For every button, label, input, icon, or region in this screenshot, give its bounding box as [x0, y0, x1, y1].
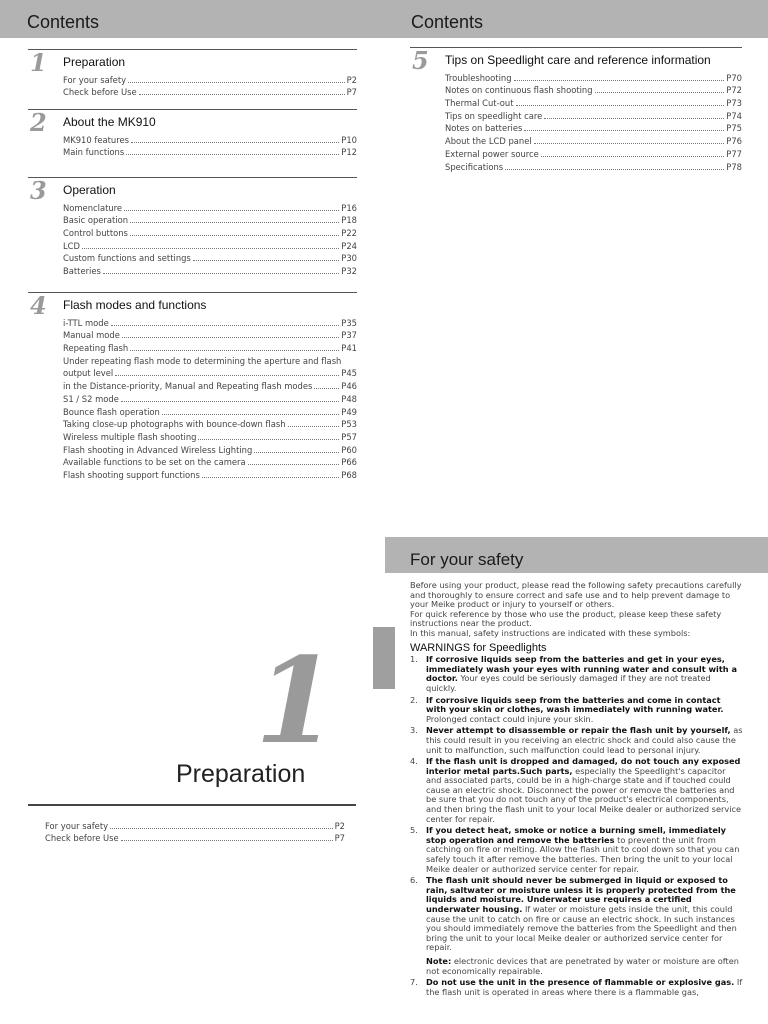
- toc-leader: [126, 154, 339, 155]
- section-number: 5: [412, 46, 429, 75]
- toc-item[interactable]: [63, 315, 357, 328]
- toc-item-page: P45: [341, 368, 357, 379]
- toc-leader: [82, 248, 339, 249]
- toc-item-label: output level: [63, 368, 114, 379]
- toc-item-label: Custom functions and settings: [63, 253, 191, 264]
- chapter-toc-item[interactable]: For your safety P2: [45, 820, 345, 831]
- toc-leader: [314, 388, 339, 389]
- toc-item[interactable]: [63, 132, 357, 145]
- toc-item-page: P53: [341, 419, 357, 430]
- toc-leader: [130, 235, 339, 236]
- toc-item-label: Wireless multiple flash shooting: [63, 431, 197, 442]
- toc-leader: [124, 210, 339, 211]
- toc-leader: [514, 80, 725, 81]
- toc-item-page: P68: [341, 469, 357, 480]
- toc-leader: [544, 118, 724, 119]
- toc-item-label: Notes on batteries: [445, 123, 523, 134]
- toc-item-label: Main functions: [63, 147, 125, 158]
- toc-item-page: P35: [341, 317, 357, 328]
- section-number: 3: [30, 176, 47, 205]
- toc-item[interactable]: [63, 238, 357, 251]
- toc-item-page: P70: [726, 72, 742, 83]
- toc-section-1: [28, 49, 357, 97]
- chapter-divider: [28, 804, 356, 806]
- warnings-heading: WARNINGS for Speedlights: [410, 641, 547, 654]
- toc-item-label: LCD: [63, 240, 80, 251]
- toc-item-page: P57: [341, 431, 357, 442]
- section-heading: [28, 291, 357, 320]
- toc-item-page: P32: [341, 266, 357, 277]
- toc-item-page: P7: [346, 87, 357, 98]
- toc-item[interactable]: [63, 85, 357, 98]
- toc-leader: [111, 325, 340, 326]
- toc-item[interactable]: [63, 467, 357, 480]
- toc-leader: [202, 477, 339, 478]
- warning-item: 5. If you detect heat, smoke or notice a burning smell, immediately stop operation and remove the batteries to prevent the unit from catching on fire or melting. Allow the flash unit to cool down so that you can safely touch it after remove the batteries. Then bring the unit to your local Meike dealer or authorized service center for repair.: [410, 825, 740, 874]
- toc-item-label: Nomenclature: [63, 202, 123, 213]
- toc-leader: [128, 82, 345, 83]
- toc-leader: [193, 260, 339, 261]
- contents-title-right: Contents: [411, 12, 484, 32]
- contents-header-right: [384, 0, 768, 38]
- toc-item-label: S1 / S2 mode: [63, 393, 119, 404]
- toc-item-page: P30: [341, 253, 357, 264]
- toc-leader: [541, 156, 725, 157]
- toc-leader: [534, 143, 725, 144]
- toc-item-label: About the LCD panel: [445, 136, 532, 147]
- section-title: About the MK910: [63, 115, 156, 129]
- safety-intro-2: For quick reference by those who use the product, please keep these safety instructions near the product.: [410, 608, 722, 629]
- toc-item[interactable]: [63, 72, 357, 85]
- toc-item-page: P24: [341, 240, 357, 251]
- toc-item[interactable]: [63, 378, 357, 391]
- warning-item: 1. If corrosive liquids seep from the batteries and get in your eyes, immediately wash your eyes with running water and consult with a doctor. Your eyes could be seriously damaged if they are not treated quickly.: [410, 654, 737, 693]
- section-title: Operation: [63, 183, 116, 197]
- section-number: 4: [30, 291, 47, 320]
- safety-title: For your safety: [410, 550, 524, 569]
- toc-leader: [162, 414, 339, 415]
- toc-item-label: Flash shooting in Advanced Wireless Lighting: [63, 444, 253, 455]
- toc-item[interactable]: [63, 353, 357, 366]
- toc-item-page: P37: [341, 330, 357, 341]
- toc-leader: [524, 130, 724, 131]
- toc-item[interactable]: [63, 429, 357, 442]
- warning-item: 2. If corrosive liquids seep from the batteries and come in contact with your skin or clothes, wash immediately with running water. Prolonged contact could injure your skin.: [410, 694, 724, 724]
- toc-item-page: P16: [341, 202, 357, 213]
- section-title: Flash modes and functions: [63, 298, 207, 312]
- warnings-list: [410, 655, 743, 997]
- toc-item-page: P18: [341, 215, 357, 226]
- toc-item[interactable]: [63, 417, 357, 430]
- toc-item-page: P41: [341, 343, 357, 354]
- toc-item[interactable]: [63, 404, 357, 417]
- safety-body: [410, 581, 743, 999]
- toc-section-4: [28, 292, 357, 480]
- toc-item-page: P12: [341, 147, 357, 158]
- toc-item[interactable]: [63, 251, 357, 264]
- toc-item[interactable]: [63, 200, 357, 213]
- toc-item-page: P60: [341, 444, 357, 455]
- toc-item-label: Under repeating flash mode to determining the aperture and flash: [63, 355, 342, 366]
- warning-item: 4. If the flash unit is dropped and damaged, do not touch any exposed interior metal parts.Such parts, especially the Speedlight's capacitor and associated parts, could be in a high-charge state and if touched could cause an electric shock. Disconnect the power or remove the batteries and be sure that you do not touch any of the product's electrical components, and then bring the flash unit to your local Meike dealer or authorized service center for repair.: [410, 756, 742, 824]
- toc-item-page: P49: [341, 406, 357, 417]
- toc-item-label: Available functions to be set on the camera: [63, 457, 246, 468]
- toc-item-page: P48: [341, 393, 357, 404]
- chapter-toc: [10, 818, 345, 843]
- toc-leader: [288, 426, 340, 427]
- chapter-number: 1: [255, 631, 338, 770]
- toc-section-5: [410, 47, 742, 172]
- toc-leader: [248, 464, 340, 465]
- toc-leader: [115, 375, 339, 376]
- toc-item[interactable]: [445, 108, 742, 121]
- contents-header-left: [0, 0, 384, 38]
- toc-item-label: Check before Use: [63, 87, 137, 98]
- toc-item[interactable]: [63, 340, 357, 353]
- warning-item: 7. Do not use the unit in the presence of flammable or explosive gas. If the flash unit is operated in areas where there is a flammable gas,: [410, 977, 743, 997]
- toc-item-label: i-TTL mode: [63, 317, 109, 328]
- warning-item: 3. Never attempt to disassemble or repair the flash unit by yourself, as this could result in you receiving an electric shock and could also cause the unit to malfunction, such malfunction could lead to personal injury.: [410, 725, 743, 755]
- toc-leader: [103, 273, 339, 274]
- toc-leader: [130, 222, 339, 223]
- toc-item-label: External power source: [445, 148, 539, 159]
- toc-item-page: P22: [341, 228, 357, 239]
- safety-header: [385, 537, 768, 573]
- toc-item-page: P10: [341, 134, 357, 145]
- toc-leader: [130, 350, 339, 351]
- chapter-toc-item[interactable]: Check before Use P7: [45, 833, 345, 844]
- toc-item-page: P66: [341, 457, 357, 468]
- section-number: 2: [30, 108, 47, 137]
- toc-item[interactable]: [63, 263, 357, 276]
- section-title: Tips on Speedlight care and reference information: [445, 53, 711, 67]
- contents-title-left: Contents: [27, 12, 100, 32]
- toc-leader: [505, 169, 724, 170]
- toc-item-label: Specifications: [445, 161, 504, 172]
- toc-item-label: Flash shooting support functions: [63, 469, 200, 480]
- toc-item[interactable]: [63, 442, 357, 455]
- section-heading: [410, 46, 742, 75]
- toc-item-page: P46: [341, 381, 357, 392]
- toc-item-label: For your safety: [63, 74, 127, 85]
- toc-item[interactable]: [63, 225, 357, 238]
- toc-item[interactable]: [445, 121, 742, 134]
- toc-item[interactable]: [445, 133, 742, 146]
- section-heading: [28, 108, 357, 137]
- toc-item[interactable]: [445, 83, 742, 96]
- toc-item-label: Manual mode: [63, 330, 120, 341]
- toc-leader: [198, 439, 339, 440]
- toc-leader: [122, 337, 339, 338]
- toc-item-label: Thermal Cut-out: [445, 98, 514, 109]
- toc-item-page: P77: [726, 148, 742, 159]
- toc-item-page: P75: [726, 123, 742, 134]
- toc-item-page: P74: [726, 110, 742, 121]
- toc-item-label: Basic operation: [63, 215, 129, 226]
- toc-item[interactable]: [63, 366, 357, 379]
- toc-item-label: Batteries: [63, 266, 101, 277]
- toc-leader: [139, 94, 345, 95]
- toc-section-3: [28, 177, 357, 276]
- toc-item[interactable]: [63, 328, 357, 341]
- toc-item-page: P78: [726, 161, 742, 172]
- toc-item-page: P73: [726, 98, 742, 109]
- toc-item-label: Notes on continuous flash shooting: [445, 85, 593, 96]
- chapter-title: Preparation: [176, 760, 306, 788]
- toc-section-2: [28, 109, 357, 157]
- toc-leader: [131, 142, 339, 143]
- section-title: Preparation: [63, 55, 126, 69]
- toc-item[interactable]: [445, 95, 742, 108]
- toc-item[interactable]: [445, 146, 742, 159]
- toc-item[interactable]: [63, 455, 357, 468]
- section-heading: [28, 48, 357, 77]
- section-number: 1: [30, 48, 47, 77]
- chapter-tab: [373, 627, 395, 689]
- toc-item-page: P76: [726, 136, 742, 147]
- toc-item[interactable]: [63, 391, 357, 404]
- safety-intro-3: In this manual, safety instructions are indicated with these symbols:: [410, 627, 691, 638]
- toc-item-page: P72: [726, 85, 742, 96]
- section-heading: [28, 176, 357, 205]
- toc-item-label: Control buttons: [63, 228, 128, 239]
- toc-item-label: Tips on speedlight care: [445, 110, 543, 121]
- toc-leader: [121, 401, 339, 402]
- toc-leader: [595, 92, 725, 93]
- toc-item[interactable]: [445, 70, 742, 83]
- toc-item-label: in the Distance-priority, Manual and Repeating flash modes: [63, 381, 313, 392]
- toc-item-label: MK910 features: [63, 134, 129, 145]
- toc-item-label: Taking close-up photographs with bounce-down flash: [63, 419, 286, 430]
- toc-item-label: Troubleshooting: [445, 72, 512, 83]
- toc-item-label: Bounce flash operation: [63, 406, 160, 417]
- toc-item[interactable]: [445, 159, 742, 172]
- toc-leader: [254, 452, 339, 453]
- warning-note: Note: electronic devices that are penetrated by water or moisture are often not economically repairable.: [426, 955, 739, 976]
- toc-item-page: P2: [346, 74, 357, 85]
- toc-item[interactable]: [63, 145, 357, 158]
- toc-item[interactable]: [63, 213, 357, 226]
- toc-item-label: Repeating flash: [63, 343, 129, 354]
- warning-item: 6. The flash unit should never be submerged in liquid or exposed to rain, saltwater or moisture unless it is properly protected from the liquids and moisture. Underwater use requires a certified underwater housing. If water or moisture gets inside the unit, this could cause the unit to catch on fire or cause an electric shock. In such instances you should immediately remove the batteries from the Speedlight and then bring the unit to your local Meike dealer or authorized service center for repair. Note: electronic devices that are penetrated by water or moisture are often not economically repairable.: [410, 876, 743, 976]
- safety-intro-1: Before using your product, please read the following safety precautions carefully and thoroughly to ensure correct and safe use and to help prevent damage to your Meike product or injury to yourself or others.: [410, 580, 742, 610]
- toc-leader: [516, 105, 725, 106]
